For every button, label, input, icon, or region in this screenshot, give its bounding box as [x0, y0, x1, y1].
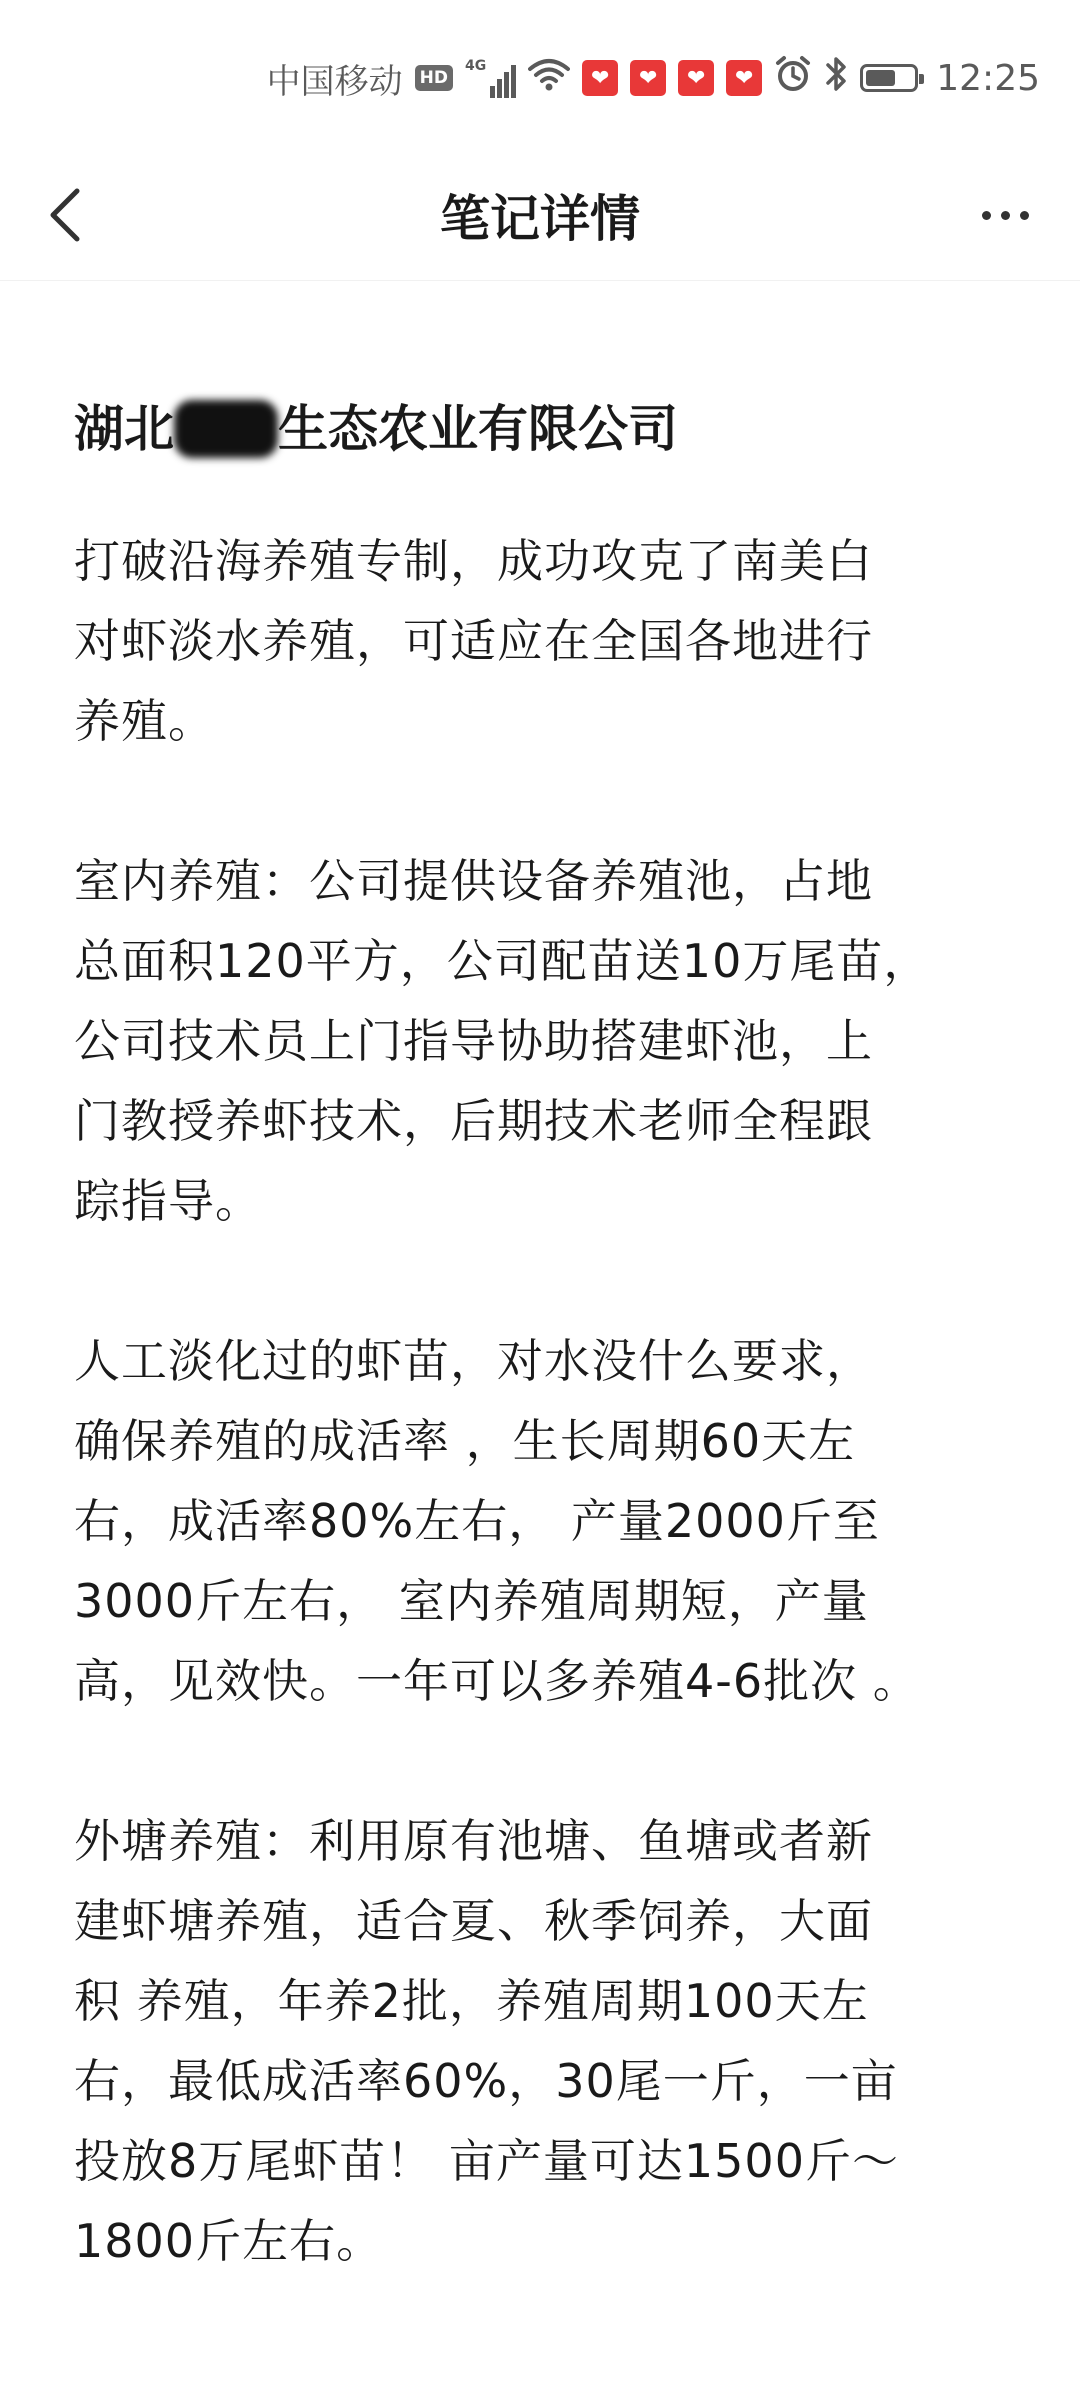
battery-icon — [860, 64, 918, 92]
more-dots-icon-dot — [1001, 211, 1010, 220]
back-button[interactable] — [30, 180, 100, 250]
chevron-left-icon — [47, 187, 83, 243]
company-name-prefix: 湖北 — [74, 400, 174, 458]
note-paragraph-indoor: 室内养殖：公司提供设备养殖池，占地 总面积120平方，公司配苗送10万尾苗， 公司技术员上门指导协助搭建虾池，上 门教授养虾技术，后期技术老师全程跟 踪指导。 — [74, 854, 931, 1228]
hd-icon: HD — [415, 65, 453, 91]
note-content — [74, 375, 1014, 2361]
carrier-name: 中国移动 — [266, 61, 403, 102]
signal-icon — [465, 58, 516, 98]
heart-app-icon: ❤ — [630, 60, 666, 96]
clock-time: 12:25 — [936, 57, 1040, 99]
bluetooth-icon — [824, 55, 848, 102]
more-dots-icon-dot — [1020, 211, 1029, 220]
alarm-icon — [774, 55, 812, 102]
redaction-mark — [174, 400, 278, 458]
heart-app-icon: ❤ — [726, 60, 762, 96]
company-name — [74, 375, 1014, 483]
battery-level — [866, 70, 895, 86]
wifi-icon — [528, 57, 570, 100]
more-options-button[interactable] — [960, 180, 1050, 250]
status-bar — [0, 0, 1080, 150]
navigation-bar — [0, 150, 1080, 281]
heart-app-icon: ❤ — [678, 60, 714, 96]
company-name-suffix: 生态农业有限公司 — [278, 400, 678, 458]
note-paragraph-intro: 打破沿海养殖专制，成功攻克了南美白 对虾淡水养殖，可适应在全国各地进行 养殖。 — [74, 534, 873, 748]
heart-app-icon: ❤ — [582, 60, 618, 96]
more-dots-icon — [982, 211, 991, 220]
note-paragraph-outdoor: 外塘养殖：利用原有池塘、鱼塘或者新 建虾塘养殖，适合夏、秋季饲养，大面 积 养殖，年养2批，养殖周期100天左 右，最低成活率60%，30尾一斤，一亩 投放8万尾虾苗！ 亩产量可达1500斤～ 1800斤左右。 — [74, 1814, 899, 2268]
note-paragraph-survival: 人工淡化过的虾苗，对水没什么要求， 确保养殖的成活率 ，生长周期60天左 右，成活率80%左右， 产量2000斤至 3000斤左右， 室内养殖周期短，产量 高，见效快。一年可以多养殖4-6批次 。 — [74, 1334, 920, 1708]
network-type: 4G — [465, 58, 487, 74]
page-title: 笔记详情 — [440, 190, 640, 248]
status-indicators — [267, 52, 1040, 104]
